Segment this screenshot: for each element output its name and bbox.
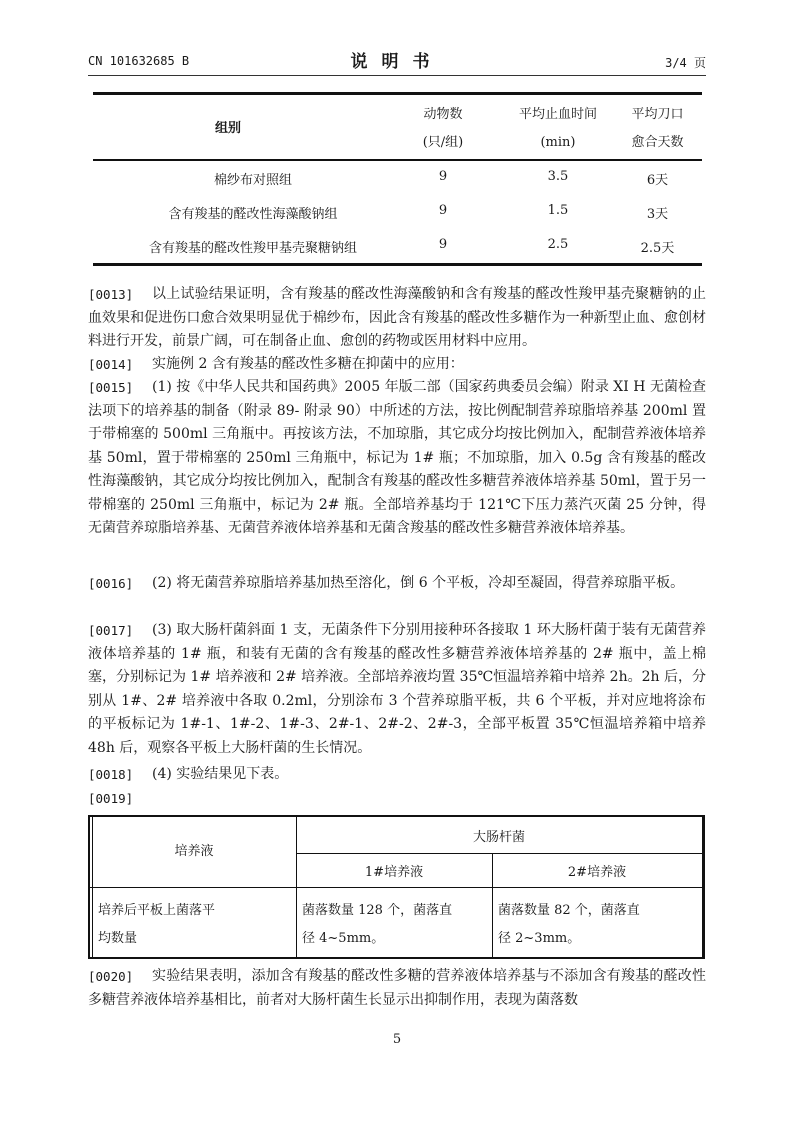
header-healing-days: 平均刀口 愈合天数	[631, 107, 684, 150]
bacteria-results-table	[88, 815, 702, 957]
row-count: 9	[438, 203, 448, 218]
paragraph-text: 实验结果表明，添加含有羧基的醛改性多糖的营养液体培养基与不添加含有羧基的醛改性多糖营养液体培养基相比，前者对大肠杆菌生长显示出抑制作用，表现为菌落数	[88, 968, 706, 1008]
hemostasis-results-table	[93, 92, 702, 266]
paragraph-number: [0018]	[88, 767, 134, 782]
paragraph-0013	[88, 283, 706, 354]
table-divider	[296, 853, 702, 854]
patent-number: CN 101632685 B	[88, 54, 190, 68]
paragraph-0014	[88, 353, 706, 377]
row-time: 2.5	[547, 237, 569, 252]
paragraph-number: [0020]	[88, 969, 134, 984]
paragraph-number: [0015]	[88, 380, 134, 395]
header-animal-count: 动物数 (只/组)	[422, 107, 464, 150]
paragraph-text: (4) 实验结果见下表。	[152, 766, 289, 782]
document-title: 说明书	[350, 52, 444, 72]
table-double-border	[92, 815, 93, 957]
paragraph-0015	[88, 376, 706, 541]
paragraph-text: 实施例 2 含有羧基的醛改性多糖在抑菌中的应用：	[152, 356, 464, 372]
paragraph-text: (1) 按《中华人民共和国药典》2005 年版二部（国家药典委员会编）附录 XI H 无菌检查法项下的培养基的制备（附录 89- 附录 90）中所述的方法，按比例配制营养琼脂培养基 200ml 置于带棉塞的 500ml 三角瓶中。再按该方法，不加琼脂，其它成分均按比例加入，配制营养液体培养基 50ml，置于带棉塞的 250ml 三角瓶中，标记为 1# 瓶；不加琼脂，加入 0.5g 含有羧基的醛改性海藻酸钠，其它成分均按比例加入，配制含有羧基的醛改性多糖营养液体培养基 50ml，置于另一带棉塞的 250ml 三角瓶中，标记为 2# 瓶。全部培养基均于 121℃下压力蒸汽灭菌 25 分钟，得无菌营养琼脂培养基、无菌营养液体培养基和无菌含羧基的醛改性多糖营养液体培养基。	[88, 379, 706, 536]
page-number: 5	[392, 1032, 402, 1047]
corner-header: 培养液	[174, 844, 214, 859]
table-header-row	[93, 95, 702, 159]
table-row	[93, 195, 702, 229]
row-time: 3.5	[547, 169, 569, 184]
paragraph-0020	[88, 965, 706, 1012]
header-hemostasis-time: 平均止血时间 (min)	[518, 107, 597, 150]
paragraph-number: [0013]	[88, 287, 134, 302]
page-indicator: 3/4 页	[665, 56, 706, 70]
table-row	[93, 229, 702, 263]
paragraph-number: [0019]	[88, 791, 134, 806]
column-header-2: 2#培养液	[567, 865, 627, 880]
paragraph-text: (3) 取大肠杆菌斜面 1 支，无菌条件下分别用接种环各接取 1 环大肠杆菌于装有无菌营养液体培养基的 1# 瓶，和装有无菌的含有羧基的醛改性多糖营养液体培养基的 2# 瓶中，盖上棉塞，分别标记为 1# 培养液和 2# 培养液。全部培养液均置 35℃恒温培养箱中培养 2h。2h 后，分别从 1#、2# 培养液中各取 0.2ml，分别涂布 3 个营养琼脂平板，共 6 个平板，并对应地将涂布的平板标记为 1#-1、1#-2、1#-3、2#-1、2#-2、2#-3，全部平板置 35℃恒温培养箱中培养 48h 后，观察各平板上大肠杆菌的生长情况。	[88, 622, 706, 756]
column-header-1: 1#培养液	[364, 865, 424, 880]
row-label: 培养后平板上菌落平 均数量	[98, 903, 216, 946]
paragraph-0018	[88, 763, 706, 787]
paragraph-number: [0014]	[88, 357, 134, 372]
table-row	[93, 161, 702, 195]
table-divider	[88, 887, 702, 888]
paragraph-text: 以上试验结果证明，含有羧基的醛改性海藻酸钠和含有羧基的醛改性羧甲基壳聚糖钠的止血效果和促进伤口愈合效果明显优于棉纱布，因此含有羧基的醛改性多糖作为一种新型止血、愈创材料进行开发，前景广阔，可在制备止血、愈创的药物或医用材料中应用。	[88, 286, 706, 349]
row-count: 9	[438, 237, 448, 252]
group-header: 大肠杆菌	[472, 830, 525, 845]
row-group: 棉纱布对照组	[213, 173, 292, 188]
paragraph-text: (2) 将无菌营养琼脂培养基加热至溶化，倒 6 个平板，冷却至凝固，得营养琼脂平板。	[152, 575, 685, 591]
paragraph-number: [0017]	[88, 623, 134, 638]
row-group: 含有羧基的醛改性羧甲基壳聚糖钠组	[148, 241, 357, 256]
paragraph-0017	[88, 619, 706, 760]
result-cell-1: 菌落数量 128 个，菌落直 径 4~5mm。	[302, 903, 453, 946]
paragraph-0016	[88, 572, 706, 596]
row-time: 1.5	[547, 203, 569, 218]
table-bottom-rule	[93, 263, 702, 266]
paragraph-number: [0016]	[88, 576, 134, 591]
row-group: 含有羧基的醛改性海藻酸钠组	[168, 207, 338, 222]
row-count: 9	[438, 169, 448, 184]
row-days: 6天	[646, 173, 669, 188]
row-days: 3天	[646, 207, 669, 222]
header-group: 组别	[214, 121, 241, 136]
result-cell-2: 菌落数量 82 个，菌落直 径 2~3mm。	[498, 903, 640, 946]
header-rule	[88, 75, 706, 76]
row-days: 2.5天	[640, 241, 675, 256]
